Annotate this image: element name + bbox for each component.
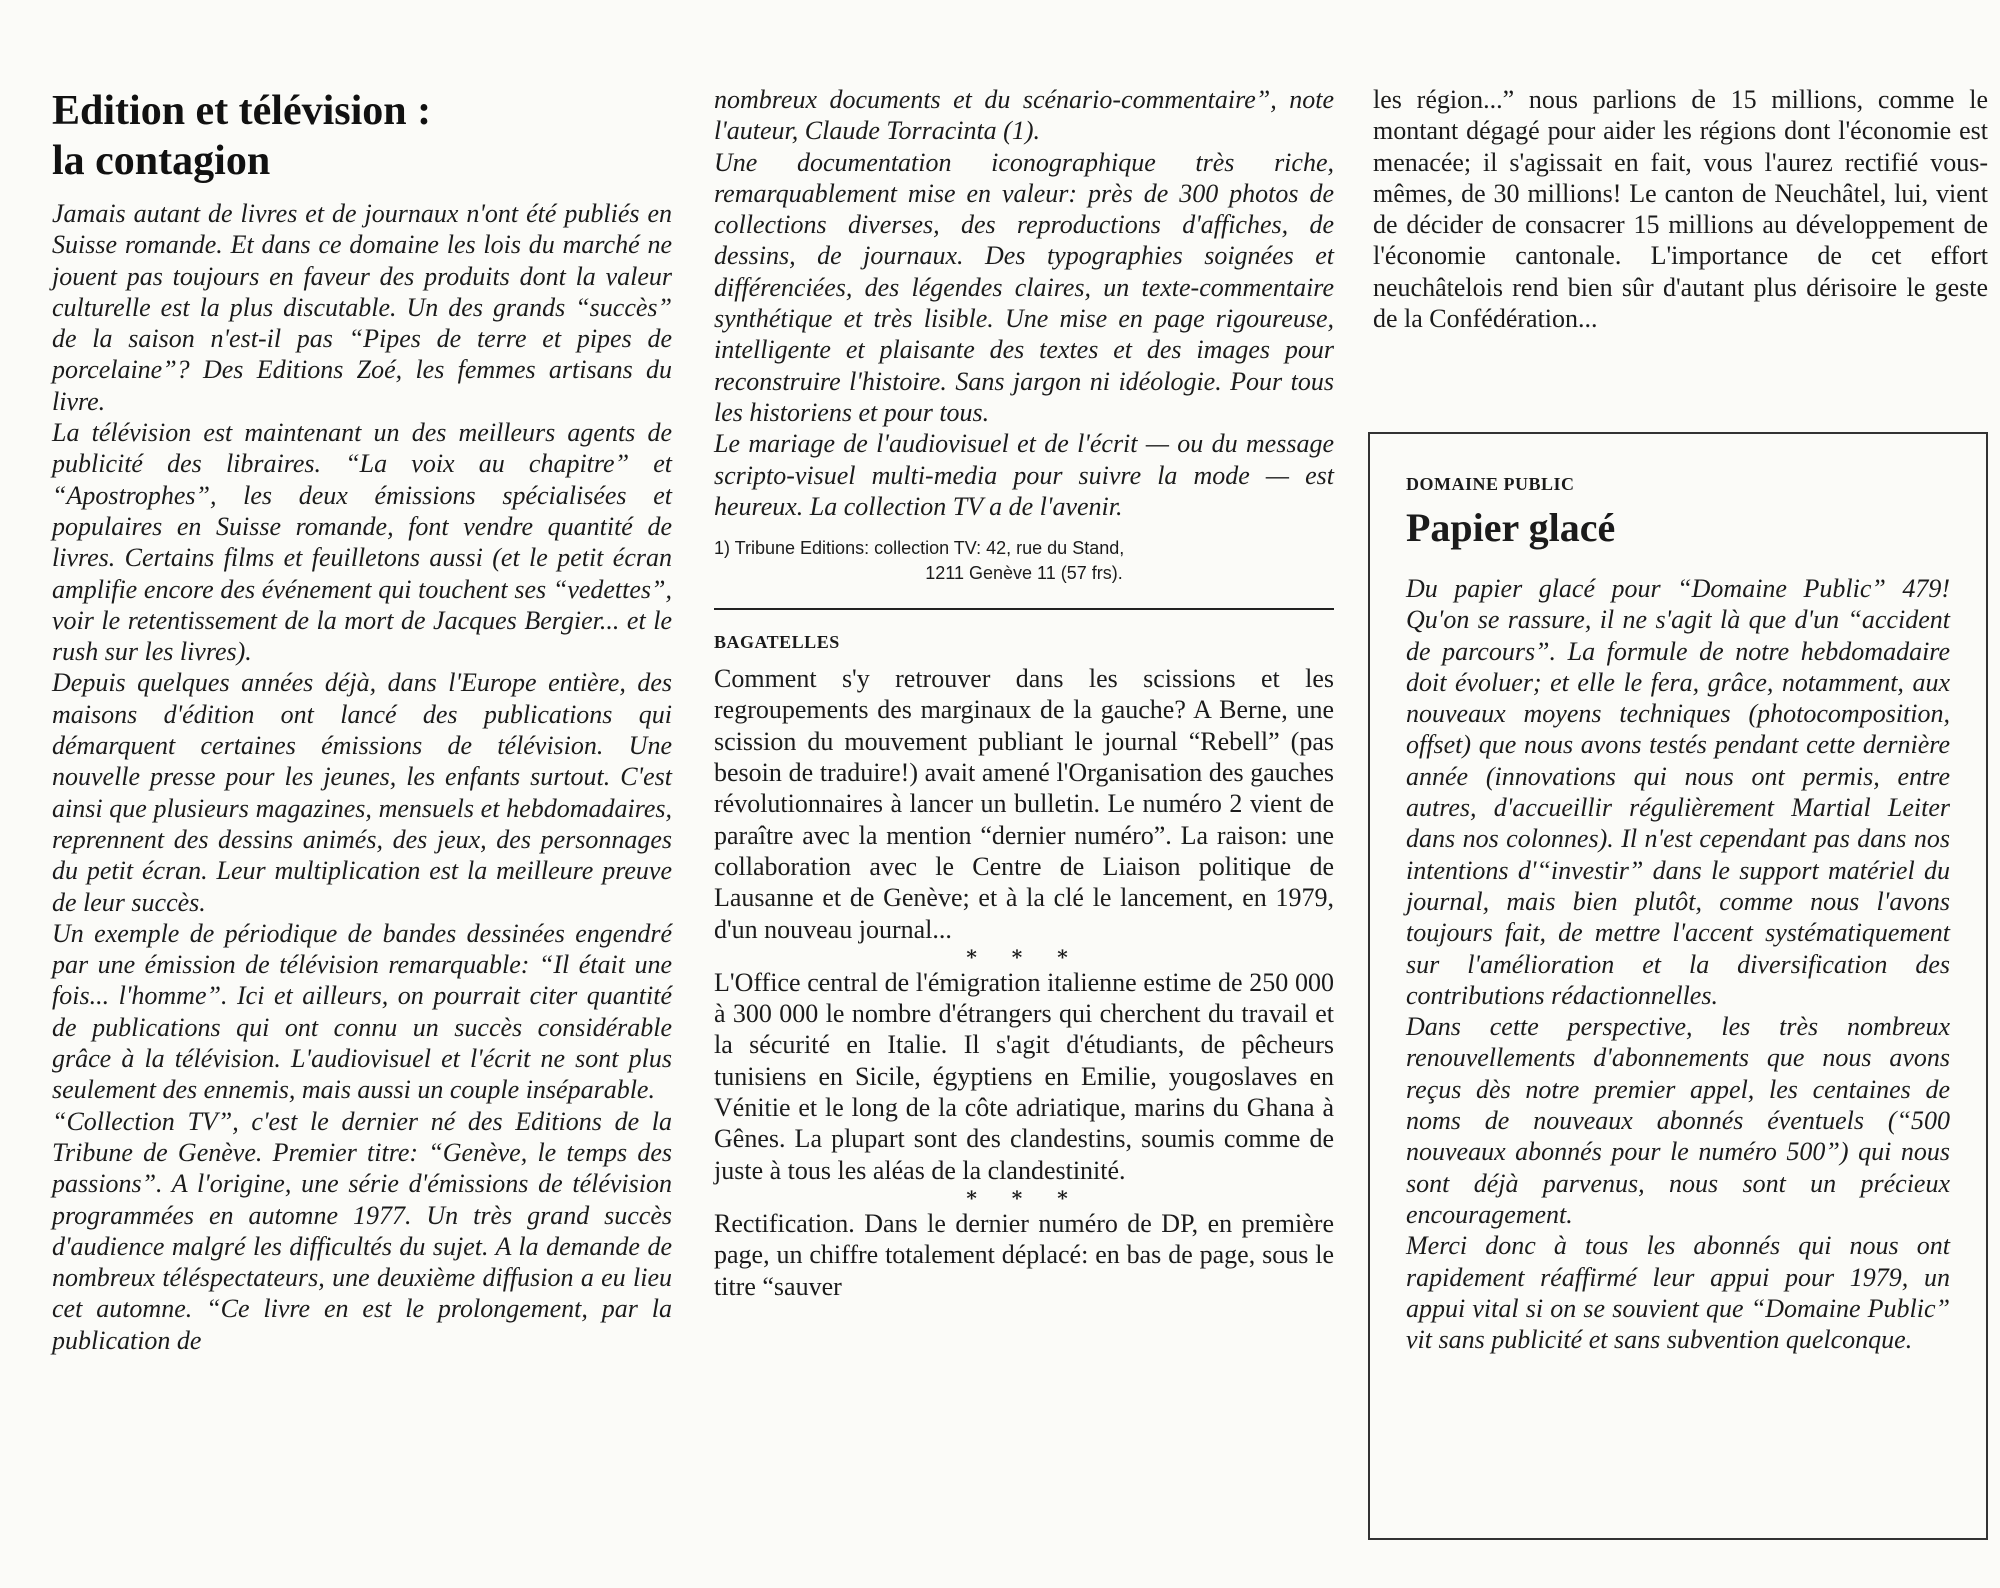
article-continuation: Le mariage de l'audiovisuel et de l'écrit — ou du message scripto-visuel multi-media pour suivre la mode — est heureux. La collection TV a de l'avenir. [714,429,1334,521]
article-paragraph: Un exemple de périodique de bandes dessinées engendré par une émission de télévision remarquable: “Il était une fois... l'homme”. Ici et ailleurs, on pourrait citer quantité de publications qui ont connu un succès considérable grâce à la télévision. L'audiovisuel et l'écrit ne sont plus seulement des ennemis, mais aussi un couple inséparable. [52,918,672,1105]
separator-stars: * * * [966,1185,1082,1210]
bagatelle-item: Comment s'y retrouver dans les scissions et les regroupements des marginaux de la gauche? A Berne, une scission du mouvement publiant le journal “Rebell” (pas besoin de traduire!) avait amené l'Organisation des gauches révolutionnaires à lancer un bulletin. Le numéro 2 vient de paraître avec la mention “dernier numéro”. La raison: une collaboration avec le Centre de Liaison politique de Lausanne et de Genève; et à la clé le lancement, en 1979, d'un nouveau journal... [714,664,1334,944]
article-edition-television [52,86,672,1356]
section-divider [714,608,1334,610]
domaine-public-box [1368,432,1988,1540]
box-paragraph: Du papier glacé pour “Domaine Public” 479! Qu'on se rassure, il ne s'agit là que d'un “accident de parcours”. La formule de notre hebdomadaire doit évoluer; et elle le fera, grâce, notamment, aux nouveaux moyens techniques (photocomposition, offset) que nous avons testés pendant cette dernière année (innovations qui nous ont permis, entre autres, d'accueillir régulièrement Martial Leiter dans nos colonnes). Il n'est cependant pas dans nos intentions d'“investir” dans le support matériel du journal, mais bien plutôt, comme nous l'avons toujours fait, de mettre l'accent systématiquement sur l'amélioration et la diversification des contributions rédactionnelles. [1406,574,1950,1010]
separator-stars: * * * [966,944,1082,969]
article-paragraph: “Collection TV”, c'est le dernier né des Editions de la Tribune de Genève. Premier titre: “Genève, le temps des passions”. A l'origine, une série d'émissions de télévision programmées en automne 1977. Un très grand succès d'audience malgré les difficultés du sujet. A la demande de nombreux téléspectateurs, une deuxième diffusion a eu lieu cet automne. “Ce livre en est le prolongement, par la publication de [52,1106,672,1355]
footnote-line-1: 1) Tribune Editions: collection TV: 42, rue du Stand, [714,538,1125,559]
article-headline [52,86,672,186]
article-paragraph: Jamais autant de livres et de journaux n'ont été publiés en Suisse romande. Et dans ce domaine les lois du marché ne jouent pas toujours en faveur des produits dont la valeur culturelle est la plus discutable. Un des grands “succès” de la saison n'est-il pas “Pipes de terre et pipes de porcelaine”? Des Editions Zoé, les femmes artisans du livre. [52,199,672,416]
box-paragraph: Merci donc à tous les abonnés qui nous ont rapidement réaffirmé leur appui pour 1979, un appui vital si on se souvient que “Domaine Public” vit sans publicité et sans subvention quelconque. [1406,1231,1950,1355]
column-right [1373,84,1988,334]
box-kicker: DOMAINE PUBLIC [1406,474,1575,494]
article-paragraph: Depuis quelques années déjà, dans l'Europe entière, des maisons d'édition ont lancé des publications qui démarquent certaines émissions de télévision. Une nouvelle presse pour les jeunes, les enfants surtout. C'est ainsi que plusieurs magazines, mensuels et hebdomadaires, reprennent des dessins animés, des jeux, des personnages du petit écran. Leur multiplication est la meilleure preuve de leur succès. [52,668,672,917]
article-continuation: nombreux documents et du scénario-commentaire”, note l'auteur, Claude Torracinta (1). [714,85,1334,146]
headline-line-2: la contagion [52,138,271,184]
column-middle [714,84,1334,1302]
section-kicker-bagatelles: BAGATELLES [714,632,840,653]
article-paragraph: La télévision est maintenant un des meilleurs agents de publicité des libraires. “La voix au chapitre” et “Apostrophes”, les deux émissions spécialisées et populaires en Suisse romande, font vendre quantité de livres. Certains films et feuilletons aussi (et le petit écran amplifie encore des événement qui touchent ses “vedettes”, voir le retentissement de la mort de Jacques Bergier... et le rush sur les livres). [52,418,672,667]
footnote-line-2: 1211 Genève 11 (57 frs). [925,563,1123,584]
bagatelle-continuation: les région...” nous parlions de 15 millions, comme le montant dégagé pour aider les régions dont l'économie est menacée; il s'agissait en fait, vous l'aurez rectifié vous-mêmes, de 30 millions! Le canton de Neuchâtel, lui, vient de décider de consacrer 15 millions au développement de l'économie cantonale. L'importance de cet effort neuchâtelois rend bien sûr d'autant plus dérisoire le geste de la Confédération... [1373,85,1988,334]
bagatelle-item: L'Office central de l'émigration italienne estime de 250 000 à 300 000 le nombre d'étrangers qui cherchent du travail et la sécurité en Italie. Il s'agit d'étudiants, de pêcheurs tunisiens en Sicile, égyptiens en Emilie, yougoslaves en Vénitie et le long de la côte adriatique, marins du Ghana à Gênes. La plupart sont des clandestins, soumis comme de juste à tous les aléas de la clandestinité. [714,967,1334,1185]
article-continuation: Une documentation iconographique très riche, remarquablement mise en valeur: près de 300 photos de collections diverses, des reproductions d'affiches, de dessins, de journaux. Des typographies soignées et différenciées, des légendes claires, un texte-commentaire synthétique et très lisible. Une mise en page rigoureuse, intelligente et plaisante des textes et des images pour reconstruire l'histoire. Sans jargon ni idéologie. Pour tous les historiens et pour tous. [714,147,1334,427]
box-title: Papier glacé [1406,505,1616,550]
box-paragraph: Dans cette perspective, les très nombreux renouvellements d'abonnements que nous avons reçus dès notre premier appel, les centaines de noms de nouveaux abonnés éventuels (“500 nouveaux abonnés pour le numéro 500”) qui nous sont déjà parvenus, nous sont un précieux encouragement. [1406,1012,1950,1229]
footnote [714,536,1334,586]
bagatelle-item: Rectification. Dans le dernier numéro de DP, en première page, un chiffre totalement déplacé: en bas de page, sous le titre “sauver [714,1208,1334,1301]
headline-line-1: Edition et télévision : [52,88,432,134]
